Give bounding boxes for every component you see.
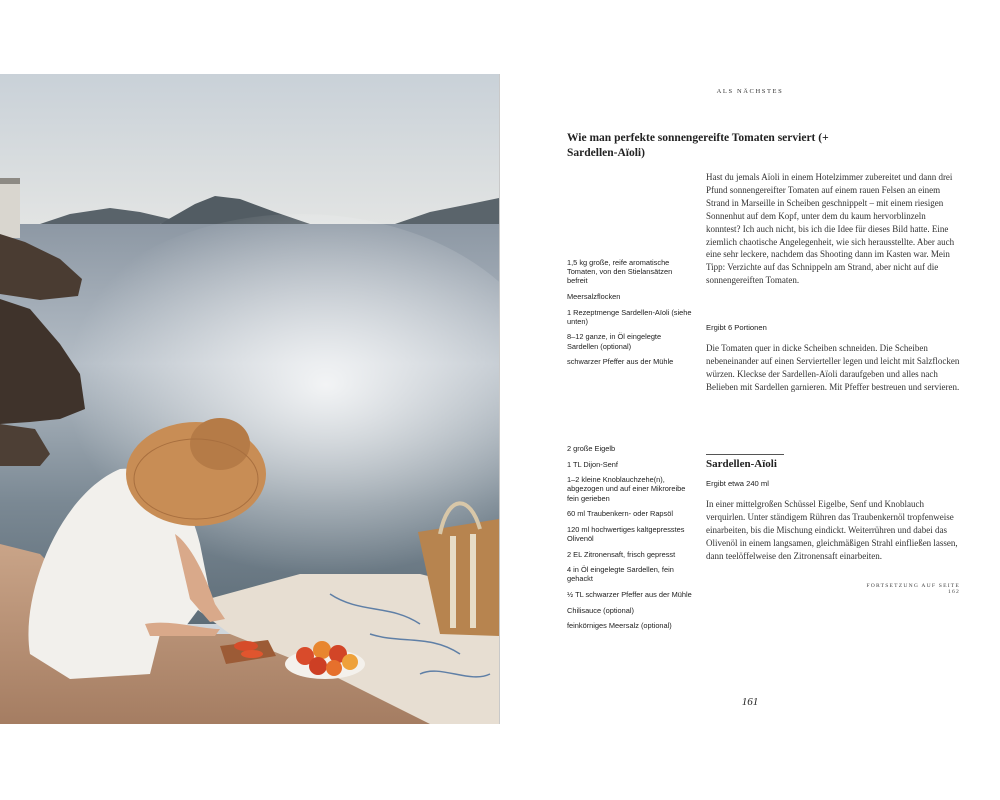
tomato-method: Die Tomaten quer in dicke Scheiben schneiden. Die Scheiben nebeneinander auf einen Servierteller legen und leicht mit Salzflocken würzen. Kleckse der Sardellen-Aïoli daraufgeben und alles nach Belieben mit Sardellen garnieren. Mit Pfeffer bestreuen und servieren.: [706, 343, 960, 392]
ingredient-item: Meersalzflocken: [567, 292, 621, 301]
ingredient-item: 2 große Eigelb: [567, 444, 616, 453]
aioli-yield: Ergibt etwa 240 ml: [706, 479, 769, 488]
book-spread: [0, 74, 1000, 724]
ingredient-item: 60 ml Traubenkern- oder Rapsöl: [567, 509, 673, 519]
aioli-method: In einer mittelgroßen Schüssel Eigelbe, Senf und Knoblauch verquirlen. Unter ständigem Rühren das Traubenkernöl tropfenweise einarbeiten, bis die Mischung eindickt. Weiterrühren und dabei das Olivenöl in einem langsamen, gleichmäßigen Strahl einfließen lassen, dann teelöffelweise den Zitronensaft einarbeiten.: [706, 499, 958, 561]
sky: [0, 74, 499, 224]
beach-picnic-photo: [0, 74, 499, 724]
tomato-ingredients-list: [567, 258, 692, 373]
aioli-title: Sardellen-Aïoli: [706, 458, 777, 470]
tomato: [326, 660, 342, 676]
ingredient-item: 1–2 kleine Knoblauchzehe(n), abgezogen und auf einer Mikroreibe fein gerieben: [567, 475, 686, 503]
running-head: ALS NÄCHSTES: [716, 88, 784, 95]
ingredient-item: 1,5 kg große, reife aromatische Tomaten, von den Stielansätzen befreit: [567, 258, 673, 286]
ingredient-item: 8–12 ganze, in Öl eingelegte Sardellen (optional): [567, 332, 662, 351]
ingredient-item: 1 TL Dijon-Senf: [567, 459, 618, 469]
intro-paragraph: Hast du jemals Aïoli in einem Hotelzimmer zubereitet und dann drei Pfund sonnengereifter Tomaten auf einem rauen Felsen an einem Strand in Marseille in Scheiben geschnippelt – mit einem riesigen Sonnenhut auf dem Kopf, unter dem du kaum hervorblinzeln konntest? Ich auch nicht, bis ich die Idee für dieses Bild hatte. Eine ziemlich chaotische Angelegenheit, wie sich herausstellte. Aber auch eine sehr leckere, nachdem das Shooting dann im Kasten war. Mein Tipp: Verzichte auf das Schnippeln am Strand, aber nicht auf die sonnengereiften Tomaten.: [706, 172, 955, 286]
ingredient-item: ½ TL schwarzer Pfeffer aus der Mühle: [567, 589, 692, 599]
tomato: [313, 641, 331, 659]
ingredient-item: Chilisauce (optional): [567, 605, 634, 615]
section-rule: [706, 454, 784, 455]
aioli-ingredients-list: [567, 444, 692, 637]
ingredient-item: 120 ml hochwertiges kaltgepresstes Olivenöl: [567, 524, 685, 543]
continued-note: FORTSETZUNG AUF SEITE 162: [866, 583, 960, 595]
servings-yield: Ergibt 6 Portionen: [706, 323, 767, 332]
ingredient-item: 1 Rezeptmenge Sardellen-Aïoli (siehe unten): [567, 307, 692, 326]
recipe-page: [500, 74, 1000, 724]
tomato: [342, 654, 358, 670]
recipe-title: Wie man perfekte sonnengereifte Tomaten serviert (+ Sardellen-Aïoli): [567, 132, 829, 159]
ingredient-item: 2 EL Zitronensaft, frisch gepresst: [567, 549, 676, 559]
ingredient-item: schwarzer Pfeffer aus der Mühle: [567, 357, 674, 367]
tomato-slice: [234, 641, 258, 651]
building: [0, 178, 20, 238]
ingredient-item: feinkörniges Meersalz (optional): [567, 621, 672, 631]
page-number: 161: [741, 696, 759, 708]
tomato: [309, 657, 327, 675]
ingredient-item: 4 in Öl eingelegte Sardellen, fein gehackt: [567, 565, 674, 584]
